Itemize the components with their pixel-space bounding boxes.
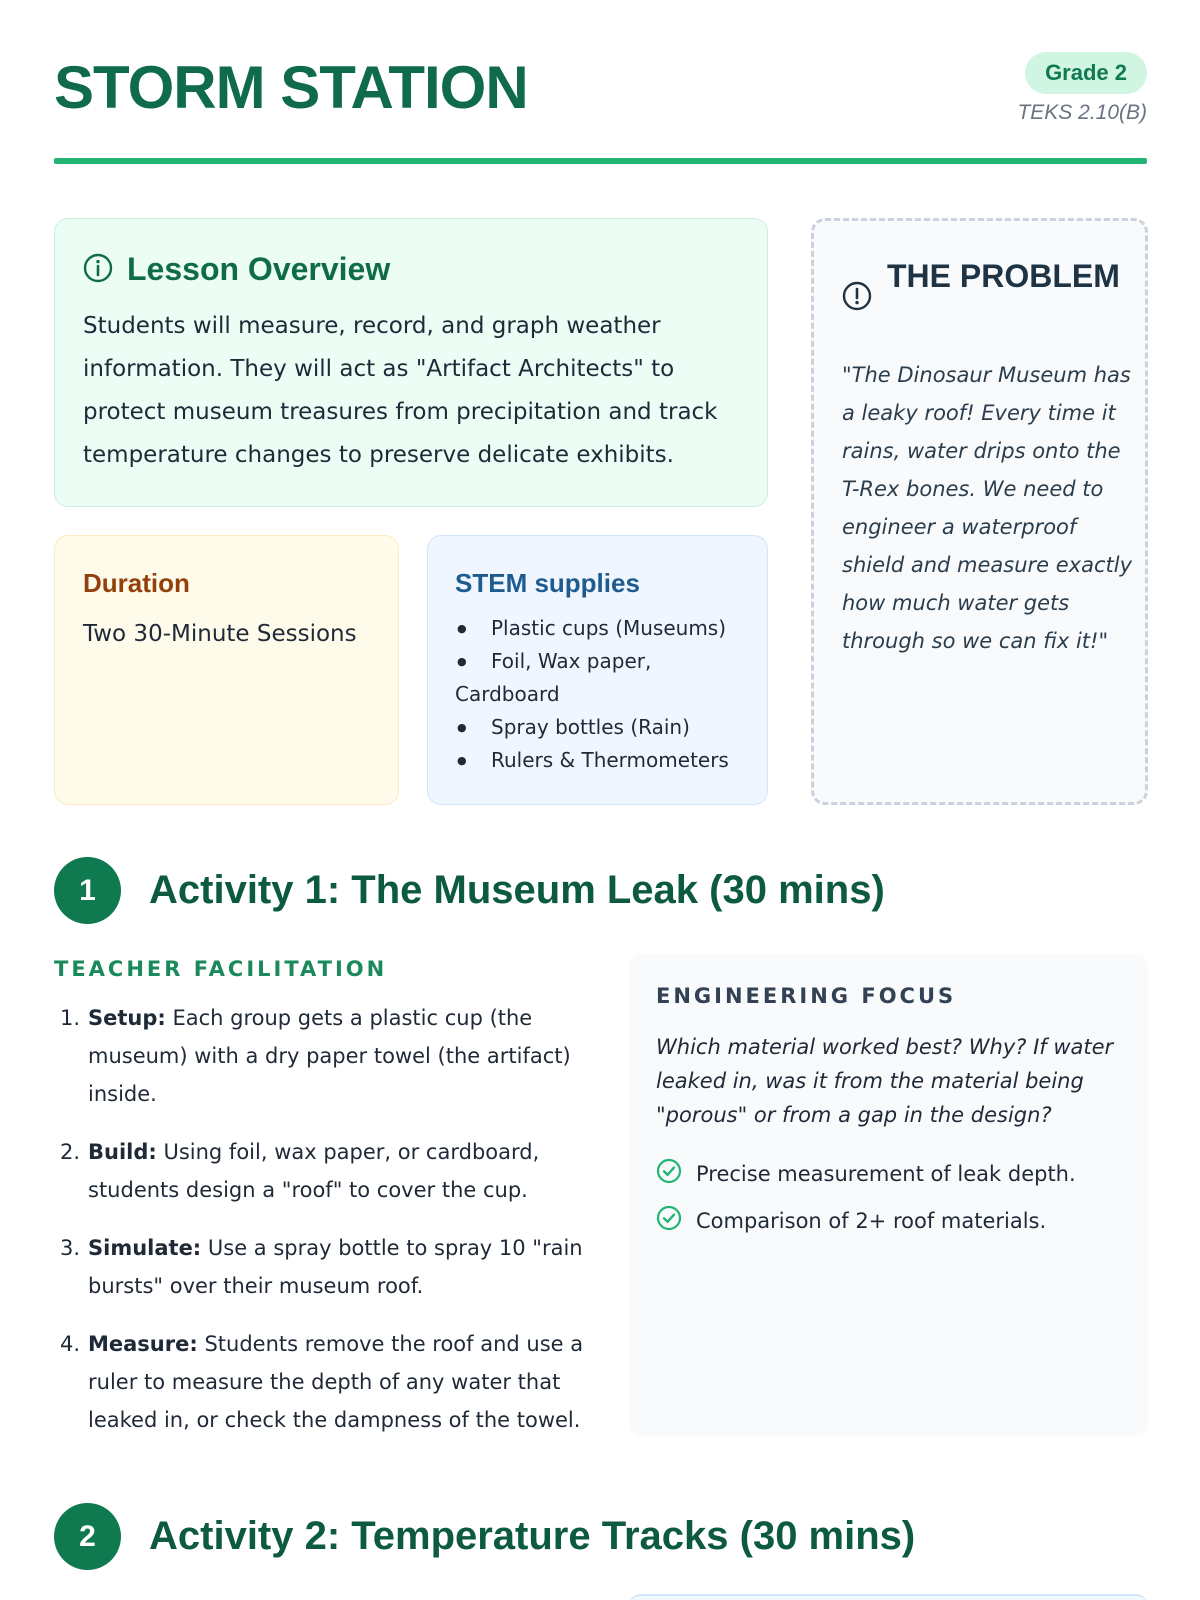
duration-card: [54, 535, 399, 805]
info-icon: [83, 253, 113, 287]
engineering-focus-card: [629, 954, 1148, 1436]
list-item: Precise measurement of leak depth.: [656, 1150, 1136, 1197]
lesson-overview-text: Students will measure, record, and graph weather information. They will act as "Artifact Architects" to protect museum treasures from precipitation and track temperature changes to preserve delicate exhibits.: [83, 313, 718, 468]
activity-number-badge: 1: [54, 857, 121, 924]
list-item: 4. Measure: Students remove the roof and use a ruler to measure the depth of any water that leaked in, or check the dampness of the towel.: [60, 1332, 584, 1432]
activity-1-header: [54, 857, 885, 924]
activity-1-title: Activity 1: The Museum Leak (30 mins): [149, 868, 885, 912]
facilitation-steps: [60, 999, 600, 1459]
problem-card: [811, 218, 1148, 805]
list-item: 1. Setup: Each group gets a plastic cup (the museum) with a dry paper towel (the artifact) inside.: [60, 1006, 571, 1106]
problem-text: "The Dinosaur Museum has a leaky roof! Every time it rains, water drips onto the T-Rex bones. We need to engineer a waterproof shield and measure exactly how much water gets through so we can fix it!": [842, 363, 1133, 653]
engineering-focus-label: ENGINEERING FOCUS: [656, 984, 957, 1008]
activity-2-header: [54, 1503, 915, 1570]
grade-badge: Grade 2: [1025, 52, 1147, 94]
problem-title: THE PROBLEM: [887, 258, 1120, 294]
supplies-list: [455, 612, 755, 777]
duration-title: Duration: [83, 568, 190, 598]
teacher-facilitation-label: TEACHER FACILITATION: [54, 957, 388, 981]
activity-number-badge: 2: [54, 1503, 121, 1570]
lesson-overview-title: Lesson Overview: [127, 251, 391, 287]
list-item: Comparison of 2+ roof materials.: [656, 1197, 1136, 1244]
alert-circle-icon: [842, 281, 872, 315]
activity-2-card-edge: [629, 1594, 1148, 1600]
teks-standard: TEKS 2.10(B): [1017, 101, 1147, 124]
list-item: 3. Simulate: Use a spray bottle to spray 10 "rain bursts" over their museum roof.: [60, 1236, 583, 1298]
list-item: ● Foil, Wax paper, Cardboard: [455, 645, 755, 711]
success-criteria-list: [656, 1150, 1136, 1244]
activity-2-title: Activity 2: Temperature Tracks (30 mins): [149, 1514, 916, 1558]
engineering-focus-question: Which material worked best? Why? If water leaked in, was it from the material being "porous" or from a gap in the design?: [656, 1035, 1114, 1127]
list-item: ● Plastic cups (Museums): [455, 612, 755, 645]
lesson-overview-header: [83, 251, 390, 288]
lesson-overview-card: [54, 218, 768, 507]
page-header: [54, 52, 1147, 164]
check-circle-icon: [656, 1158, 682, 1189]
page-title: STORM STATION: [54, 54, 528, 121]
stem-supplies-card: [427, 535, 768, 805]
stem-supplies-title: STEM supplies: [455, 568, 640, 598]
check-circle-icon: [656, 1205, 682, 1236]
list-item: ● Rulers & Thermometers: [455, 744, 755, 777]
duration-text: Two 30-Minute Sessions: [83, 621, 357, 647]
header-divider: [54, 158, 1147, 164]
list-item: 2. Build: Using foil, wax paper, or cardboard, students design a "roof" to cover the cup.: [60, 1140, 540, 1202]
list-item: ● Spray bottles (Rain): [455, 711, 755, 744]
